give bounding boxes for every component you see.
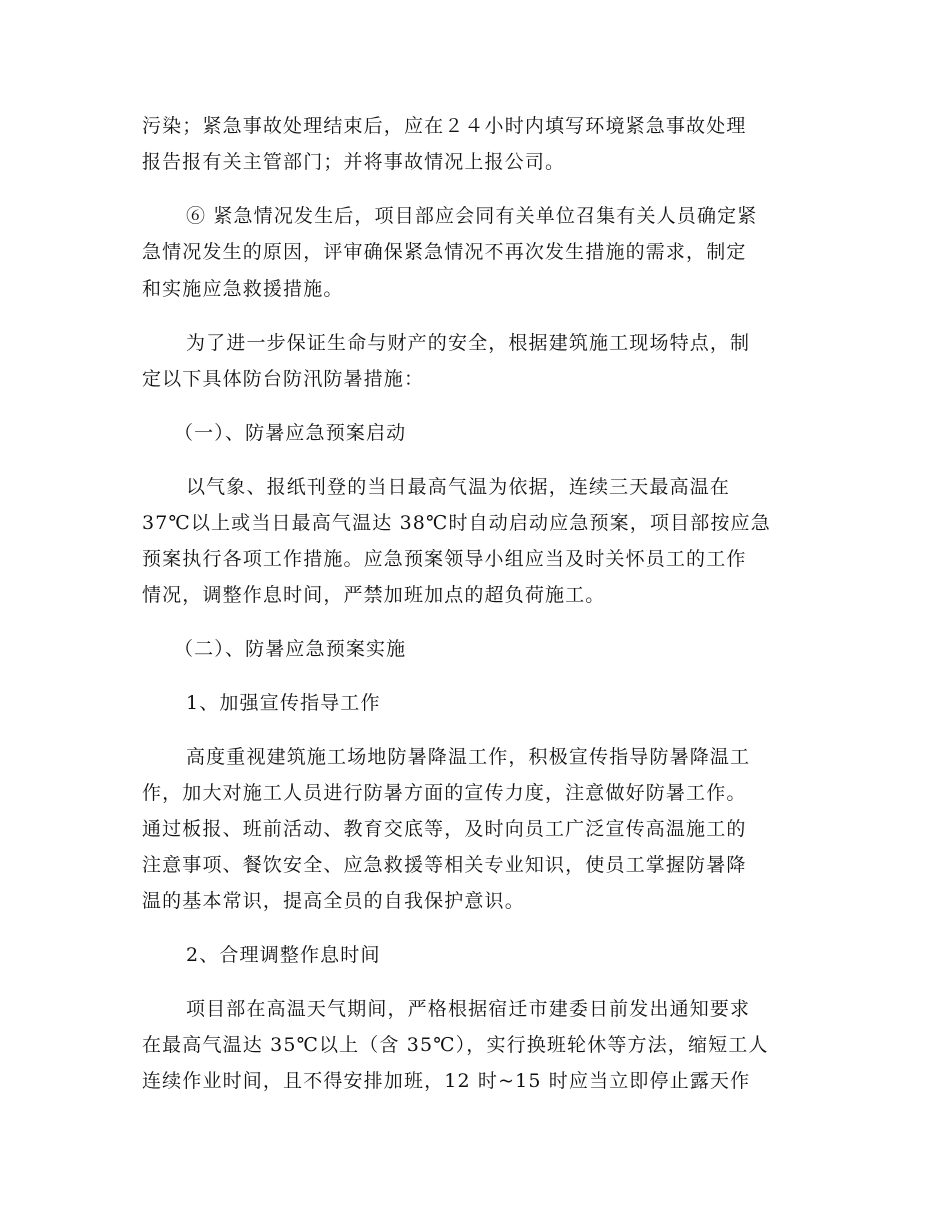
- text-line: 报告报有关主管部门；并将事故情况上报公司。: [142, 151, 566, 173]
- text-line: 和实施应急救援措施。: [142, 278, 344, 300]
- section-heading: （二）、防暑应急预案实施: [174, 638, 407, 660]
- subsection-heading: 1、加强宣传指导工作: [186, 692, 381, 714]
- paragraph-first-line: 高度重视建筑施工场地防暑降温工作，积极宣传指导防暑降温工: [186, 746, 751, 768]
- text-line: 温的基本常识，提高全员的自我保护意识。: [142, 890, 525, 912]
- paragraph-first-line: ⑥ 紧急情况发生后，项目部应会同有关单位召集有关人员确定紧: [186, 205, 758, 227]
- text-line: 情况，调整作息时间，严禁加班加点的超负荷施工。: [142, 584, 606, 606]
- text-line: 连续作业时间，且不得安排加班，12 时~15 时应当立即停止露天作: [142, 1070, 751, 1092]
- text-line: 急情况发生的原因，评审确保紧急情况不再次发生措施的需求，制定: [142, 241, 747, 263]
- section-heading: （一）、防暑应急预案启动: [174, 422, 407, 444]
- paragraph-first-line: 为了进一步保证生命与财产的安全，根据建筑施工现场特点，制: [186, 332, 751, 354]
- text-line: 定以下具体防台防汛防暑措施：: [142, 368, 425, 390]
- text-line: 预案执行各项工作措施。应急预案领导小组应当及时关怀员工的工作: [142, 548, 747, 570]
- text-line: 作，加大对施工人员进行防暑方面的宣传力度，注意做好防暑工作。: [142, 782, 747, 804]
- text-line: 通过板报、班前活动、教育交底等，及时向员工广泛宣传高温施工的: [142, 818, 747, 840]
- paragraph-first-line: 以气象、报纸刊登的当日最高气温为依据，连续三天最高温在: [186, 476, 731, 498]
- text-line: 注意事项、餐饮安全、应急救援等相关专业知识，使员工掌握防暑降: [142, 854, 747, 876]
- text-line: 37℃以上或当日最高气温达 38℃时自动启动应急预案，项目部按应急: [142, 512, 771, 534]
- paragraph-first-line: 项目部在高温天气期间，严格根据宿迁市建委日前发出通知要求: [186, 998, 751, 1020]
- text-line: 污染；紧急事故处理结束后，应在２４小时内填写环境紧急事故处理: [142, 115, 747, 137]
- subsection-heading: 2、合理调整作息时间: [186, 944, 381, 966]
- text-line: 在最高气温达 35℃以上（含 35℃），实行换班轮休等方法，缩短工人: [142, 1034, 769, 1056]
